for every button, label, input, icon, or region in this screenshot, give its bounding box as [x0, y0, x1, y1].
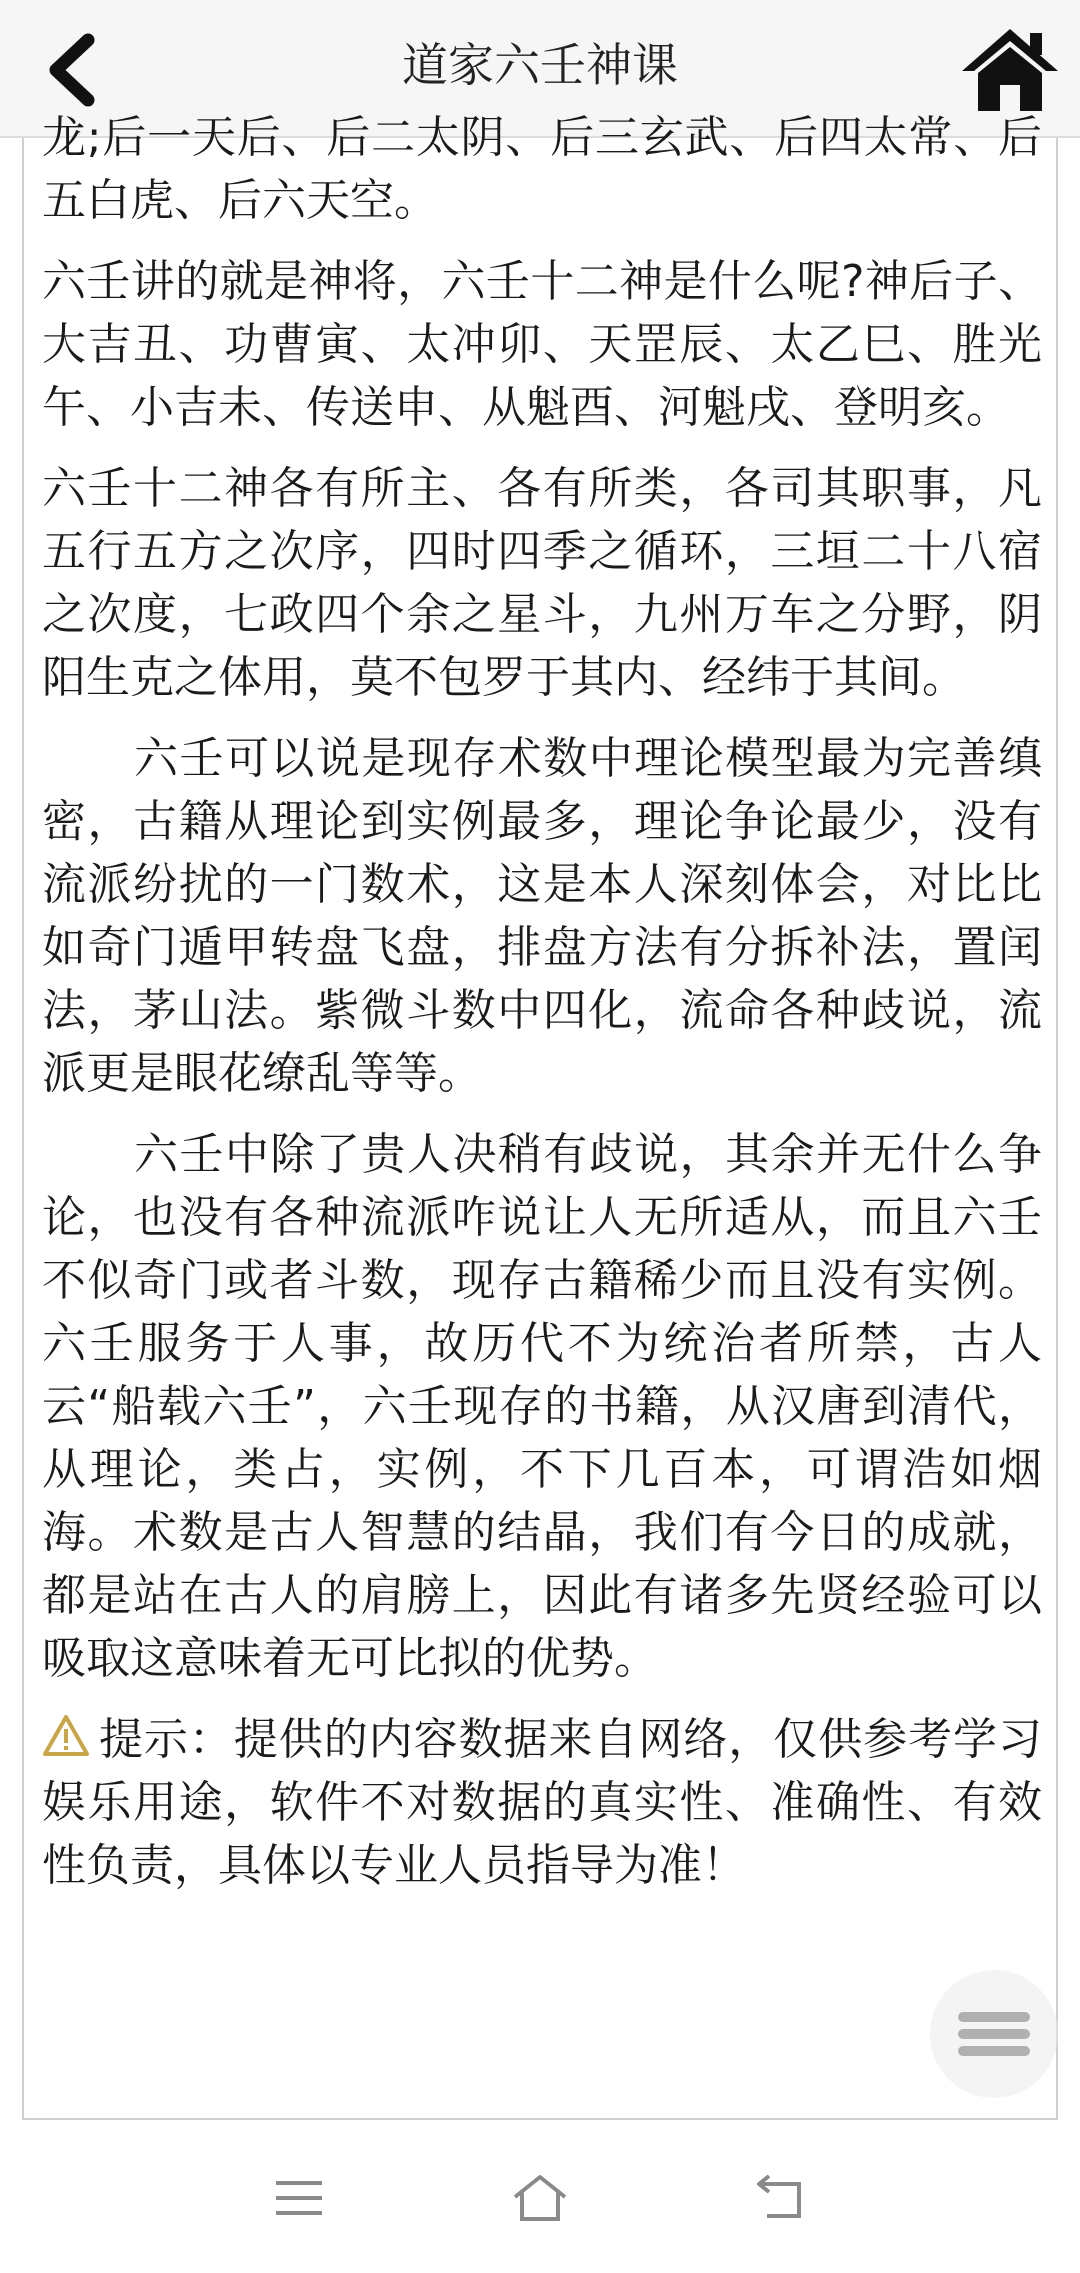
system-nav-bar: [0, 2120, 1080, 2273]
nav-menu-button[interactable]: [254, 2158, 344, 2238]
article-paragraph: 六壬十二神各有所主、各有所类，各司其职事，凡五行五方之次序，四时四季之循环，三垣二十八宿之次度，七政四个余之星斗，九州万车之分野，阴阳生克之体用，莫不包罗于其内、经纬于其间。: [42, 463, 1042, 703]
warning-icon: [42, 1714, 90, 1758]
home-icon: [511, 2173, 569, 2223]
article-paragraph: 六壬讲的就是神将，六壬十二神是什么呢?神后子、大吉丑、功曹寅、太冲卯、天罡辰、太乙巳、胜光午、小吉未、传送申、从魁酉、河魁戌、登明亥。: [42, 256, 1042, 433]
menu-icon: [958, 2005, 1030, 2063]
article-content: [42, 106, 1042, 1915]
disclaimer: [42, 1708, 1042, 1897]
article-paragraph: 六壬中除了贵人决稍有歧说，其余并无什么争论，也没有各种流派咋说让人无所适从，而且六壬不似奇门或者斗数，现存古籍稀少而且没有实例。六壬服务于人事，故历代不为统治者所禁，古人云“船载六壬”，六壬现存的书籍，从汉唐到清代，从理论，类占，实例，不下几百本，可谓浩如烟海。术数是古人智慧的结晶，我们有今日的成就，都是站在古人的肩膀上，因此有诸多先贤经验可以吸取这意味着无可比拟的优势。: [42, 1129, 1042, 1684]
disclaimer-text: 提示：提供的内容数据来自网络，仅供参考学习娱乐用途，软件不对数据的真实性、准确性、有效性负责，具体以专业人员指导为准！: [42, 1714, 1042, 1891]
nav-home-button[interactable]: [495, 2158, 585, 2238]
floating-menu-button[interactable]: [930, 1970, 1058, 2098]
article-frame: [22, 112, 1058, 2120]
page-title: 道家六壬神课: [402, 38, 678, 92]
article-paragraph: 龙;后一天后、后二太阴、后三玄武、后四太常、后五白虎、后六天空。: [42, 112, 1042, 226]
back-icon: [753, 2174, 807, 2222]
article-paragraph: 六壬可以说是现存术数中理论模型最为完善缜密，古籍从理论到实例最多，理论争论最少，没有流派纷扰的一门数术，这是本人深刻体会，对比比如奇门遁甲转盘飞盘，排盘方法有分拆补法，置闰法，茅山法。紫微斗数中四化，流命各种歧说，流派更是眼花缭乱等等。: [42, 733, 1042, 1099]
nav-back-button[interactable]: [735, 2158, 825, 2238]
home-icon: [958, 25, 1062, 115]
menu-icon: [274, 2178, 324, 2218]
